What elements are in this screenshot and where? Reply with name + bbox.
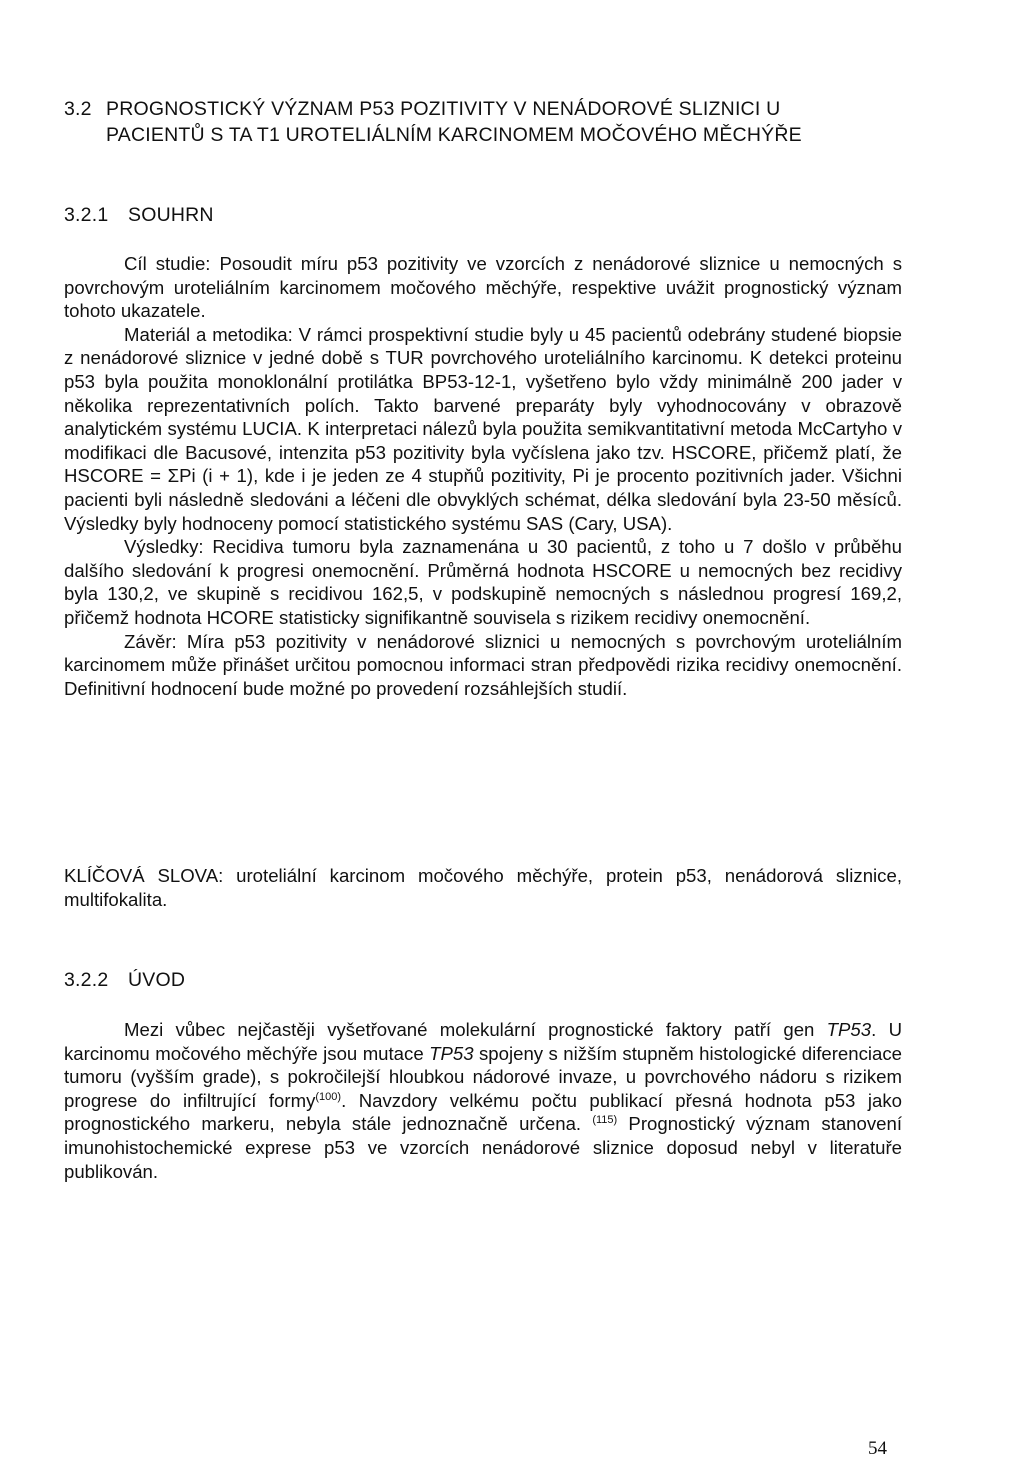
citation-ref: (115) (592, 1114, 618, 1127)
summary-conclusion: Závěr: Míra p53 pozitivity v nenádorové sliznici u nemocných s povrchovým uroteliálním karcinomem může přinášet určitou pomocnou informaci stran předpovědi rizika recidivy onemocnění. Definitivní hodnocení bude možné po provedení rozsáhlejších studií. (64, 630, 902, 699)
citation-ref: (100) (315, 1090, 342, 1103)
summary-methods: Materiál a metodika: V rámci prospektivní studie byly u 45 pacientů odebrány studené biopsie z nenádorové sliznice v jedné době s TUR povrchového uroteliálního karcinomu. K detekci proteinu p53 byla použita monoklonální protilátka BP53-12-1, vyšetřeno bylo vždy minimálně 200 jader v několika reprezentativních polích. Takto barvené preparáty byly vyhodnocovány v obrazově analytickém systému LUCIA. K interpretaci nálezů byla použita semikvantitativní metoda McCartyho v modifikaci dle Bacusové, intenzita p53 pozitivity byla vyčíslena jako tzv. HSCORE, přičemž platí, že HSCORE = ΣPi (i + 1), kde i je jeden ze 4 stupňů pozitivity, Pi je procento pozitivních jader. Všichni pacienti byli následně sledováni a léčeni dle obvyklých schémat, délka sledování byla 23-50 měsíců. Výsledky byly hodnoceny pomocí statistického systému SAS (Cary, USA). (64, 323, 902, 534)
heading-number: 3.2 (64, 98, 92, 120)
gene-name: TP53 (826, 1019, 872, 1040)
intro-text-3: spojeny s nižším stupněm histologické diferenciace tumoru (vyšším grade), s pokročilejší hloubkou nádorové invaze, u povrchového nádoru s rizikem progrese do infiltrující formy (64, 1042, 902, 1111)
intro-title: ÚVOD (128, 969, 186, 991)
keywords: KLÍČOVÁ SLOVA: uroteliální karcinom močového měchýře, protein p53, nenádorová sliznice, multifokalita. (64, 865, 902, 910)
page-number: 54 (868, 1438, 887, 1459)
gene-name: TP53 (429, 1042, 474, 1064)
summary-results: Výsledky: Recidiva tumoru byla zaznamenána u 30 pacientů, z toho u 7 došlo v průběhu dalšího sledování k progresi onemocnění. Průměrná hodnota HSCORE u nemocných bez recidivy byla 130,2, ve skupině s recidivou 162,5, v podskupině nemocných s následnou progresí 169,2, přičemž hodnota HCORE statisticky signifikantně souvisela s rizikem recidivy onemocnění. (64, 536, 902, 628)
section-heading (64, 96, 924, 148)
intro-text-2: . U karcinomu močového měchýře jsou mutace (64, 1019, 902, 1064)
summary-title: SOUHRN (128, 204, 214, 226)
intro-heading (64, 968, 185, 992)
summary-number: 3.2.1 (64, 204, 109, 226)
heading-line-1 (64, 96, 924, 122)
intro-text (64, 1018, 902, 1183)
intro-paragraph (64, 1018, 902, 1183)
heading-text-1: PROGNOSTICKÝ VÝZNAM P53 POZITIVITY V NENÁDOROVÉ SLIZNICI U (106, 98, 781, 120)
summary-heading (64, 203, 214, 227)
summary-aim: Cíl studie: Posoudit míru p53 pozitivity ve vzorcích z nenádorové sliznice u nemocných s povrchovým uroteliálním karcinomem močového měchýře, respektive uvážit prognostický význam tohoto ukazatele. (64, 253, 902, 322)
summary-text (64, 252, 902, 700)
intro-number: 3.2.2 (64, 969, 109, 991)
intro-text-1: Mezi vůbec nejčastěji vyšetřované molekulární prognostické faktory patří gen (124, 1019, 827, 1040)
intro-text-5: Prognostický význam stanovení imunohistochemické exprese p53 ve vzorcích nenádorové sliznice doposud nebyl v literatuře publikován. (64, 1113, 902, 1182)
intro-text-4: . Navzdory velkému počtu publikací přesná hodnota p53 jako prognostického markeru, nebyla stále jednoznačně určena. (64, 1089, 902, 1135)
heading-line-2: PACIENTŮ S TA T1 UROTELIÁLNÍM KARCINOMEM MOČOVÉHO MĚCHÝŘE (106, 124, 802, 146)
